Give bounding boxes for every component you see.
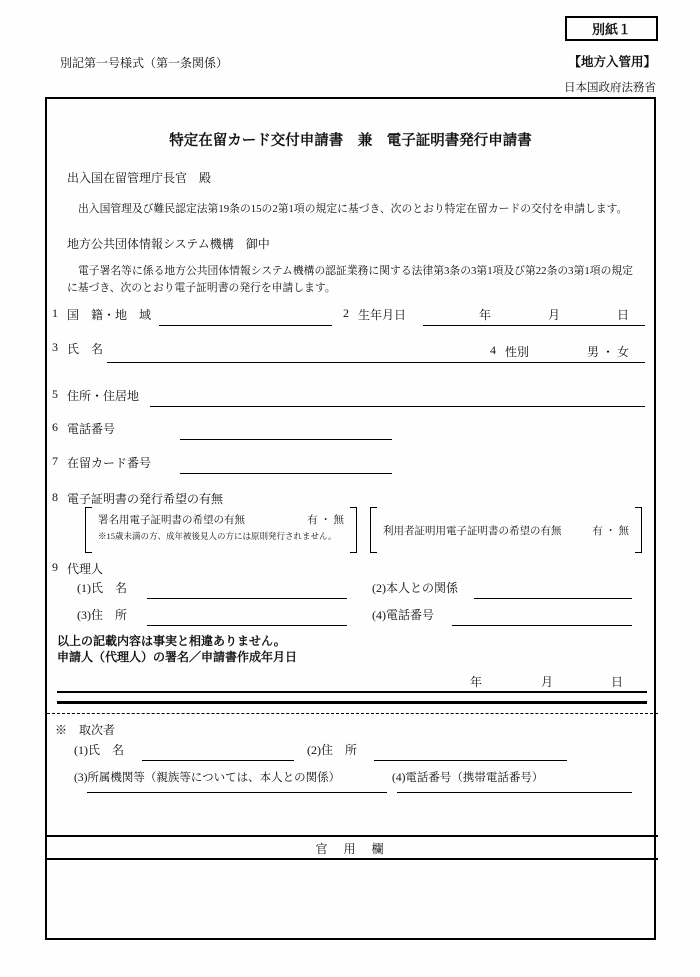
agent-phone-label: (4)電話番号（携帯電話番号） [392,772,544,784]
user-cert-label: 利用者証明用電子証明書の希望の有無 [383,525,562,537]
signature-line[interactable] [57,691,647,693]
rep-relation-label: (2)本人との関係 [372,581,458,595]
section-thick-divider [57,701,647,704]
birthdate-year-label: 年 [479,308,492,322]
name-label: 3 氏 名 [52,340,104,356]
nationality-fill-line[interactable] [159,325,332,326]
name-number: 3 [52,340,58,354]
attachment-label-box [565,16,658,41]
nationality-number: 1 [52,306,58,320]
birthdate-fill-line[interactable] [423,325,645,326]
official-use-label: 官 用 欄 [315,842,386,856]
declaration-year-label: 年 [470,675,483,689]
representative-number: 9 [52,560,58,574]
address-fill-line[interactable] [150,406,645,407]
form-title: 特定在留カード交付申請書 兼 電子証明書発行申請書 [169,133,532,149]
rep-relation-fill-line[interactable] [474,598,632,599]
birthdate-day-label: 日 [617,308,630,322]
left-bracket [370,507,377,553]
birthdate-number: 2 [343,306,349,320]
user-cert-options: 有 ・ 無 [592,525,629,537]
ministry-name: 日本国政府法務省 [564,82,656,94]
address-label: 5 住所・住居地 [52,387,140,403]
signature-cert-note: ※15歳未満の方、成年被後見人の方には原則発行されません。 [98,531,337,541]
residence-card-number: 7 [52,454,58,468]
jlis-addressee: 地方公共団体情報システム機構 御中 [67,237,270,251]
agent-name-label: (1)氏 名 [74,743,124,757]
declaration-month-label: 月 [541,675,554,689]
office-use-label: 【地方入管用】 [568,55,656,69]
agent-name-fill-line[interactable] [142,760,294,761]
rep-address-label: (3)住 所 [77,608,127,622]
official-use-bottom-line [47,858,658,860]
declaration-line2: 申請人（代理人）の署名／申請書作成年月日 [57,650,298,664]
form-number: 別記第一号様式（第一条関係） [60,56,229,70]
agent-address-label: (2)住 所 [307,743,357,757]
agent-address-fill-line[interactable] [374,760,567,761]
agent-org-label: (3)所属機関等（親族等については、本人との関係） [74,772,341,784]
signature-cert-options: 有 ・ 無 [307,515,344,526]
attachment-label: 別紙１ [591,22,631,37]
residence-card-fill-line[interactable] [180,473,392,474]
immigration-statement: 出入国管理及び難民認定法第19条の15の2第1項の規定に基づき、次のとおり特定在留カードの交付を申請します。 [78,203,628,215]
official-use-top-line [47,835,658,837]
dashed-divider [47,713,658,714]
representative-label: 9 代理人 [52,560,104,576]
certificates-label: 8 電子証明書の発行希望の有無 [52,490,224,506]
signature-cert-group [85,507,357,553]
certificates-number: 8 [52,490,58,504]
sex-number: 4 [490,343,496,357]
jlis-statement: 電子署名等に係る地方公共団体情報システム機構の認証業務に関する法律第3条の3第1項及び第22条の3第1項の規定に基づき、次のとおり電子証明書の発行を申請します。 [67,265,633,294]
rep-name-fill-line[interactable] [147,598,347,599]
phone-fill-line[interactable] [180,439,392,440]
declaration-day-label: 日 [611,675,624,689]
user-cert-group [370,507,642,553]
right-bracket [350,507,357,553]
agent-org-fill-line[interactable] [87,792,387,793]
address-number: 5 [52,387,58,401]
left-bracket [85,507,92,553]
signature-cert-label: 署名用電子証明書の希望の有無 [98,515,245,526]
rep-phone-fill-line[interactable] [452,625,632,626]
phone-number-label-no: 6 [52,420,58,434]
name-fill-line[interactable] [107,362,645,363]
agent-section-label: ※ 取次者 [55,723,116,737]
nationality-label: 1 国 籍・地 域 [52,306,152,322]
form-body [45,97,656,940]
birthdate-month-label: 月 [548,308,561,322]
right-bracket [635,507,642,553]
immigration-addressee: 出入国在留管理庁長官 殿 [67,171,212,185]
birthdate-label: 2 生年月日 [343,306,407,322]
sex-label: 4 性別 [490,343,530,359]
rep-name-label: (1)氏 名 [77,581,127,595]
declaration-line1: 以上の記載内容は事実と相違ありません。 [57,634,286,648]
rep-address-fill-line[interactable] [147,625,347,626]
residence-card-label: 7 在留カード番号 [52,454,152,470]
sex-options: 男 ・ 女 [587,345,630,359]
rep-phone-label: (4)電話番号 [372,608,434,622]
phone-label: 6 電話番号 [52,420,116,436]
agent-phone-fill-line[interactable] [397,792,632,793]
